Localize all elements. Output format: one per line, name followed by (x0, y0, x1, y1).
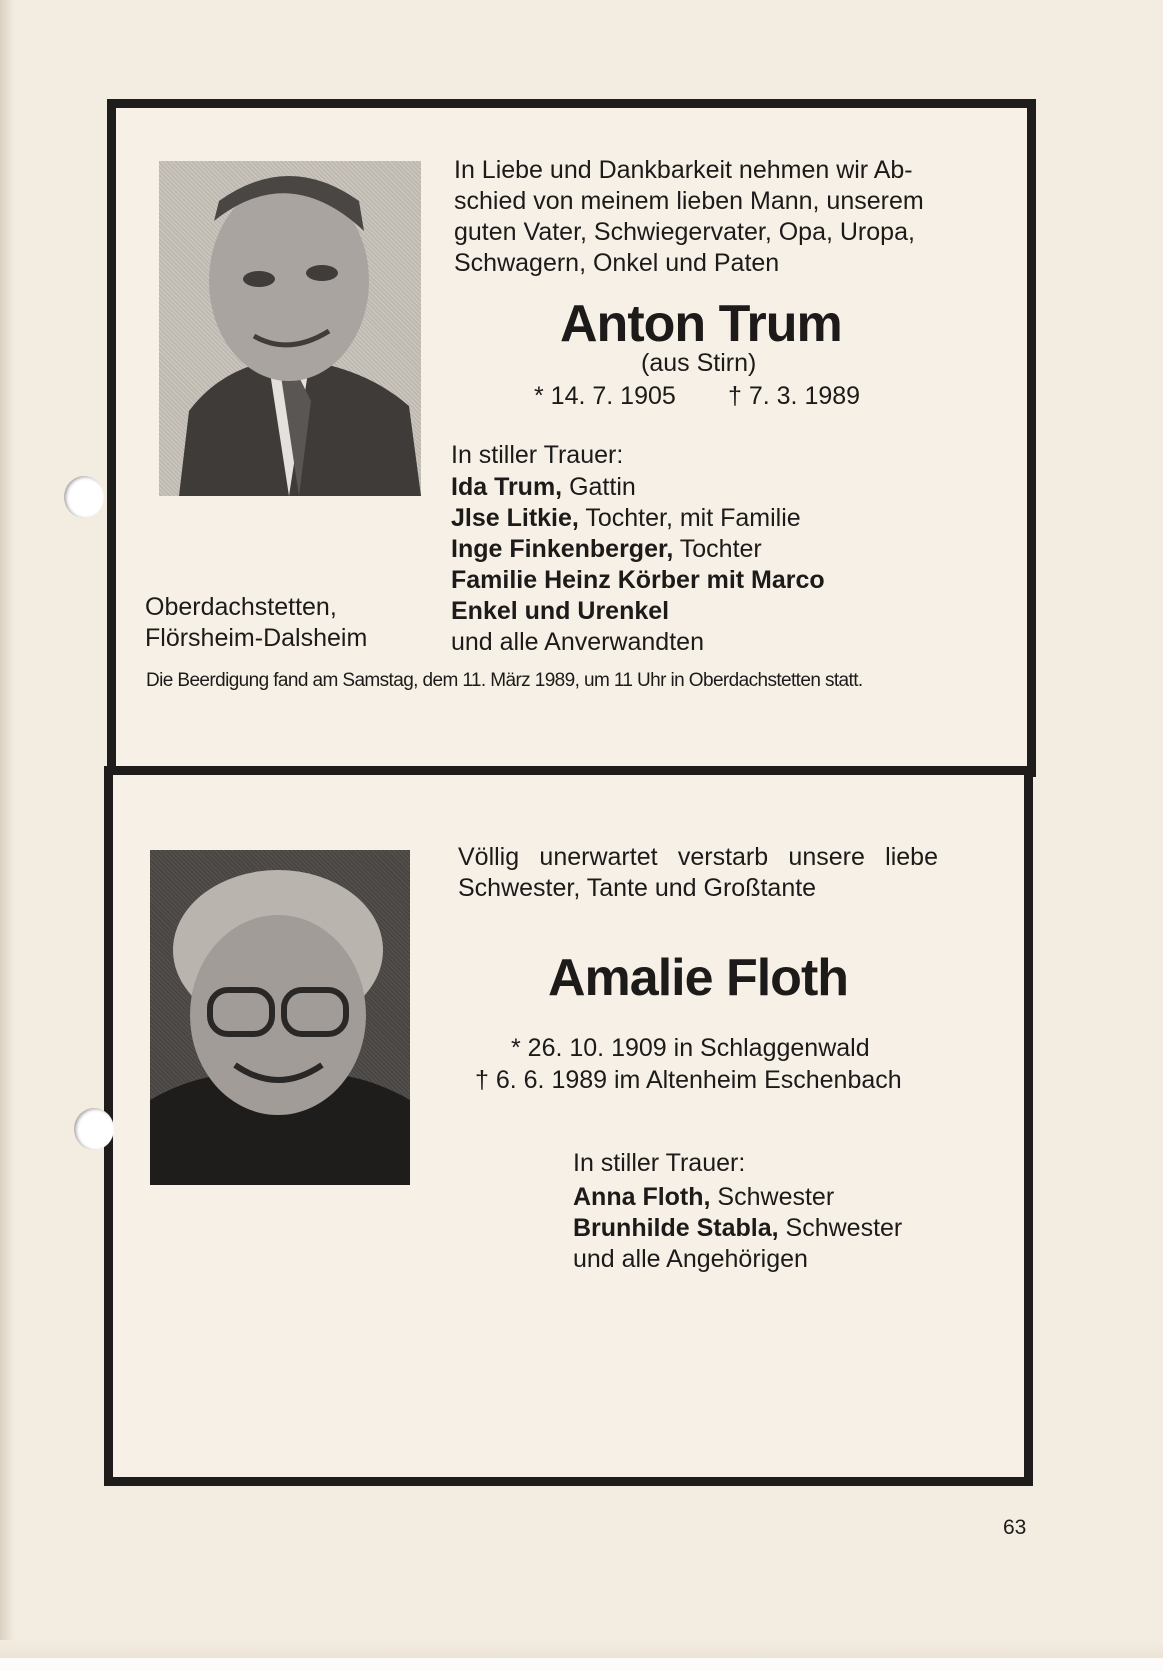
deceased-name: Amalie Floth (548, 949, 849, 1007)
relatives: und alle Anverwandten (451, 628, 704, 656)
mourner: Inge Finkenberger, Tochter (451, 535, 762, 563)
punch-hole (74, 1108, 114, 1150)
mourner: Anna Floth, Schwester (573, 1183, 835, 1211)
funeral-info: Die Beerdigung fand am Samstag, dem 11. März 1989, um 11 Uhr in Oberdachstetten statt. (146, 670, 863, 691)
relatives: und alle Angehörigen (573, 1245, 808, 1273)
punch-hole (64, 476, 104, 518)
intro-text: In Liebe und Dankbarkeit nehmen wir Ab- schied von meinem lieben Mann, unserem guten Vater, Schwiegervater, Opa, Uropa, Schwagern, Onkel und Paten (454, 156, 924, 277)
death-info: † 6. 6. 1989 im Altenheim Eschenbach (475, 1066, 902, 1094)
place: Oberdachstetten, Flörsheim-Dalsheim (145, 593, 368, 652)
mourner: Brunhilde Stabla, Schwester (573, 1214, 903, 1242)
birth-date: * 14. 7. 1905 (534, 382, 676, 410)
birth-info: * 26. 10. 1909 in Schlaggenwald (511, 1034, 870, 1062)
mourning-heading: In stiller Trauer: (451, 441, 624, 469)
obituary-anton-trum (107, 99, 1036, 777)
mourning-heading: In stiller Trauer: (573, 1149, 746, 1177)
death-date: † 7. 3. 1989 (728, 382, 861, 410)
portrait-photo-man (159, 161, 421, 496)
portrait-photo-woman (150, 850, 410, 1185)
mourner: Familie Heinz Körber mit Marco (451, 566, 825, 594)
deceased-name: Anton Trum (560, 295, 842, 353)
page-edge (0, 0, 14, 1671)
mourners-list (451, 472, 991, 658)
obituary-amalie-floth (104, 766, 1033, 1486)
scan-strip (0, 1658, 1163, 1671)
mourner: Ida Trum, Gattin (451, 473, 636, 501)
mourners-list (573, 1182, 993, 1275)
intro-text: Völlig unerwartet verstarb unsere liebe Schwester, Tante und Großtante (458, 843, 938, 902)
mourner: Enkel und Urenkel (451, 597, 670, 625)
page-number: 63 (1003, 1516, 1027, 1539)
mourner: Jlse Litkie, Tochter, mit Familie (451, 504, 801, 532)
origin: (aus Stirn) (641, 349, 757, 377)
